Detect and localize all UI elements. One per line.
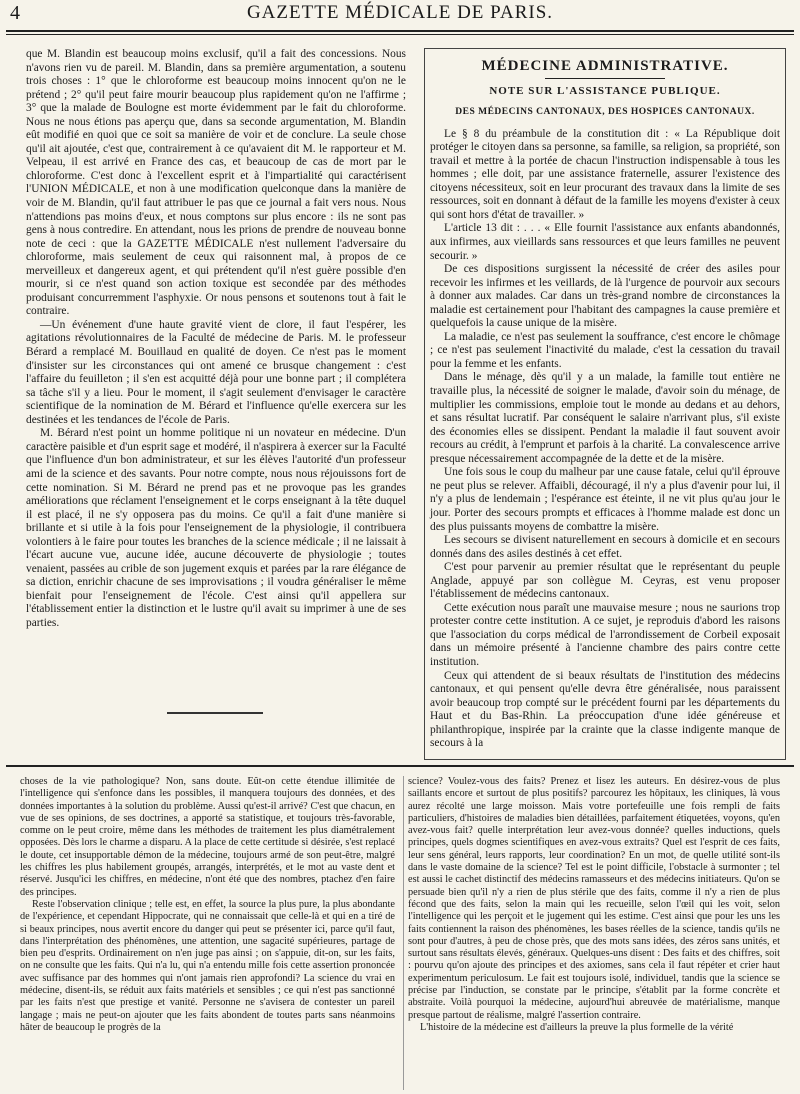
paragraph: Le § 8 du préambule de la constitution dit : « La République doit protéger le citoyen dans sa personne, sa famille, sa religion, sa propriété, son travail et mettre à la portée de chacun l'instruction indispensable à tous les hommes ; elle doit, par une assistance fraternelle, assurer l'existence des citoyens nécessiteux, soit en leur procurant des travaux dans la limite de ses ressources, soit en donnant à défaut de la famille les moyens d'exister à ceux qui sont hors d'état de travailler. »	[430, 127, 780, 221]
right-column	[430, 60, 780, 751]
header-rule	[6, 30, 794, 35]
paragraph: que M. Blandin est beaucoup moins exclusif, qu'il a fait des concessions. Nous n'avons rien vu de pareil. M. Blandin, dans sa première argumentation, a soutenu trois choses : 1° que le chloroforme est beaucoup moins innocent qu'on ne le prétend ; 2° qu'il peut faire mourir beaucoup plus rapidement qu'on ne l'affirme ; 3° que la malade de Boulogne est morte évidemment par le fait du chloroforme. Nous ne nous étions pas aperçu que, dans sa seconde argumentation, M. Blandin eût modifié en quoi que ce soit sa manière de voir et de conclure. La seule chose qu'il ait ajoutée, c'est que, contrairement à ce qu'avaient dit M. le rapporteur et M. Velpeau, il est arrivé en France des cas, et beaucoup de cas de mort par le chloroforme. C'est donc à l'excellent esprit et à l'impartialité qui caractérisent l'UNION MÉDICALE, et non à une modification quelconque dans la manière de voir de M. Blandin, qu'il faut attribuer le pas que ce journal a fait vers nous. Nous n'attendions pas moins d'eux, et nous comptons sur plus encore : ils ne sont pas gens à nous contredire. En attendant, nous les prions de prendre de nouveau bonne note de ceci : que la GAZETTE MÉDICALE n'est nullement l'adversaire du chloroforme, mais seulement de ceux qui raisonnent mal, à propos de ce merveilleux et dangereux agent, et qui prétendent qu'il n'est guère possible d'en mourir, si ce n'est quand son action toxique est secondée par des méthodes produisant concurremment l'asphyxie. Or nous pensons et soutenons tout à fait le contraire.	[26, 48, 406, 318]
feuilleton-rule	[6, 765, 794, 767]
paragraph: C'est pour parvenir au premier résultat que le représentant du peuple Anglade, appuyé par son collègue M. Ceyras, est venu proposer l'établissement de médecins cantonaux.	[430, 561, 780, 601]
paragraph: L'histoire de la médecine est d'ailleurs la preuve la plus formelle de la vérité	[420, 1021, 734, 1033]
paragraph: Une fois sous le coup du malheur par une cause fatale, celui qu'il éprouve ne peut plus se relever. Affaibli, découragé, il n'y a plus d'avenir pour lui, il n'y a plus de lendemain ; l'espérance est éteinte, il ne vit plus qu'au jour le jour. Porter des secours prompts et efficaces à l'homme malade est donc un des plus puissants moyens de combattre la misère.	[430, 466, 780, 533]
feuilleton-left-column	[20, 776, 395, 1034]
paragraph: L'article 13 dit : . . . « Elle fournit l'assistance aux enfants abandonnés, aux infirmes, aux vieillards sans ressources et que leurs familles ne peuvent secourir. »	[430, 222, 780, 262]
paragraph: Les secours se divisent naturellement en secours à domicile et en secours donnés dans des asiles destinés à cet effet.	[430, 534, 780, 560]
column-divider	[403, 776, 404, 1090]
paragraph: M. Bérard n'est point un homme politique ni un novateur en médecine. D'un caractère paisible et d'un esprit sage et modéré, il n'aspirera à exercer sur la Faculté que l'influence d'un bon administrateur, et sur les élèves l'autorité d'un professeur ami de la science et des savants. Pour notre compte, nous nous réjouissons fort de cette nomination. Si M. Bérard ne prend pas et ne provoque pas les grandes améliorations que réclament l'enseignement et le corps enseignant à la tête duquel il est placé, il ne s'y opposera pas du moins. Ce qu'il a fait d'une manière si brillante et si utile à la fois pour l'enseignement de la physiologie, il contribuera volontiers à le faire pour toutes les branches de la science médicale ; il ne laissait à l'écart aucune vue, aucune idée, aucune découverte de physiologie ; toutes venaient, passées au crible de son jugement exquis et parées par la rare élégance de sa diction, enrichir chacune de ses improvisations ; il voudra généraliser le même bienfait pour l'enseignement de l'école. C'est ainsi qu'il appellera sur l'établissement entier la distinction et le lustre qu'il avait su imprimer à une de ses parties.	[26, 427, 406, 629]
feuilleton-right-column	[408, 776, 780, 1034]
left-column	[26, 48, 406, 631]
section-heading: MÉDECINE ADMINISTRATIVE.	[481, 58, 729, 74]
heading-rule	[545, 78, 665, 79]
paragraph: Ceux qui attendent de si beaux résultats de l'institution des médecins cantonaux, et qui pensent qu'elle devra être généralisée, nous paraissent avoir beaucoup trop compté sur le précédent fourni par les départements du Haut et du Bas-Rhin. La préoccupation d'une idée généreuse et philanthropique, inspirée par la crainte que la classe indigente manque de secours à la	[430, 669, 780, 750]
paragraph: choses de la vie pathologique? Non, sans doute. Eût-on cette étendue illimitée de l'intelligence qui s'enfonce dans les possibles, il manquera toujours des données, et des données importantes à la solution du problème. Aussi qu'est-il arrivé? C'est que chacun, en vue de ses opinions, de ses doctrines, a apporté sa statistique, et toujours très-favorable, comme on le peut croire, même dans les méthodes de traitement les plus diamétralement opposées. Dès lors le charme a disparu. A la place de cette certitude si désirée, s'est replacé le doute, cet insupportable démon de la médecine, toujours armé de son peut-être, malgré les chiffres les plus habilement groupés, arrangés, interprétés, et le mot au vaste dent et réservé. Jusqu'ici les chiffres, en médecine, n'ont été que des nombres, ptachez d'en faire des principes.	[20, 776, 395, 898]
paragraph: La maladie, ce n'est pas seulement la souffrance, c'est encore le chômage ; ce n'est pas seulement l'inactivité du malade, c'est la cessation du travail pour la femme et les enfants.	[430, 330, 780, 370]
article-subtitle: DES MÉDECINS CANTONAUX, DES HOSPICES CANTONAUX.	[455, 107, 755, 118]
paragraph: De ces dispositions surgissent la nécessité de créer des asiles pour recevoir les infirmes et les veillards, de là l'urgence de pourvoir aux secours à donner aux malades. Car dans un très-grand nombre de circonstances la maladie est certainement pour l'habitant des campagnes la cause première et quelquefois la cause unique de la misère.	[430, 263, 780, 330]
paragraph: Cette exécution nous paraît une mauvaise mesure ; nous ne saurions trop protester contre cette institution. A ce sujet, je reproduis d'abord les raisons que l'association du corps médical de l'arrondissement de Corbeil exposait dans un mémoire présenté à l'ancienne chambre des pairs contre cette institution.	[430, 601, 780, 668]
section-separator	[167, 712, 263, 714]
paragraph: Reste l'observation clinique ; telle est, en effet, la source la plus pure, la plus abondante de l'expérience, et cependant Hippocrate, qui ne connaissait que celle-là et qui en a tiré de si beaux principes, nous avertit encore du danger qui peut se présenter ici, parce qu'il faut, dans l'interprétation des phénomènes, une attention, une sagacité supérieures, partage de bien peu d'esprits. Ordinairement on n'en juge pas ainsi ; on s'appuie, dit-on, sur les faits, on ne consulte que les faits. Qui n'a lu, qui n'a entendu mille fois cette assertion prononcée avec suffisance par des hommes qui n'ont jamais rien approfondi? La science du vrai en médecine, disent-ils, se réduit aux faits matériels et sensibles ; ce qui n'est pas sanctionné par les faits n'est que prestige et vanité. Personne ne s'avisera de contester un pareil langage ; mais ne peut-on ajouter que les faits abondent de toutes parts sans néanmoins hâter de beaucoup le progrès de la	[20, 898, 395, 1033]
page-number: 4	[10, 2, 20, 24]
paragraph: —Un événement d'une haute gravité vient de clore, il faut l'espérer, les agitations révolutionnaires de la Faculté de médecine de Paris. M. le professeur Bérard a remplacé M. Bouillaud en qualité de doyen. Ce n'est pas le moment d'insister sur les circonstances qui ont amené ce brusque changement : c'est l'affaire du feuilleton ; il s'en est acquitté déjà pour une bonne part ; il complétera sa tâche s'il y a lieu. Pour le moment, il s'agit seulement d'envisager le caractère scientifique de la nomination de M. Bérard et l'influence qu'elle exercera sur les destinées et les tendances de l'école de Paris.	[26, 318, 406, 426]
article-title: NOTE SUR L'ASSISTANCE PUBLIQUE.	[489, 84, 721, 97]
paragraph: science? Voulez-vous des faits? Prenez et lisez les auteurs. En désirez-vous de plus saillants encore et surtout de plus positifs? parcourez les hôpitaux, les cliniques, là vous aurez récolté une large moisson. Mais votre portefeuille une fois rempli de faits particuliers, d'histoires de maladies bien détaillées, parfaitement étiquetées, voyons, qu'en avez-vous fait? quelle interprétation leur avez-vous donnée? quelles inductions, quels principes, quels dogmes scientifiques en avez-vous extraits? Quel est l'esprit de ces faits, leur sens général, leurs rapports, leur coordination? En un mot, de quelle utilité sont-ils dans le vaste domaine de la science? Tel est le point difficile, l'obstacle à surmonter ; tel est aussi le cachet distinctif des médecins ramasseurs et des médecins initiateurs. Qu'on se persuade bien qu'il n'y a rien de plus stérile que des faits, comme il n'y a rien de plus fécond que des faits, selon la main qui les recueille, selon l'œil qui les voit, selon l'intelligence qui les perçoit et le jugement qui les estime. C'est ainsi que pour les uns les faits contiennent la raison des phénomènes, les bases réelles de la science, tandis qu'ils ne sont pour d'autres, à peu de chose près, que des mots sans idées, des zéros sans unités, et surtout sans résultats élevés, généraux. Quelques-uns disent : Des faits et des chiffres, soit : pourvu qu'on ajoute des principes et des axiomes, sans cela il faut répéter et crier haut experimentum periculosum. Le fait est toujours isolé, individuel, tandis que la science se précise par l'induction, se constate par le principe, s'établit par la forme concrète et abstraite. Voilà pourquoi la médecine, aujourd'hui abreuvée de matérialisme, manque presque partout de réalisme, malgré l'assertion contraire.	[408, 776, 780, 1021]
paragraph: Dans le ménage, dès qu'il y a un malade, la famille tout entière ne travaille plus, la nécessité de soigner le malade, d'avoir soin du ménage, de multiplier les commissions, emploie tout le monde au dedans et au dehors, et sans résultat lucratif. Par conséquent le salaire n'arrivant plus, s'il existe des économies elles se dissipent. Pendant la maladie il faut souvent avoir recours au crédit, à l'emprunt et parfois à la charité. La convalescence arrive presque nécessairement accompagnée de la dette et de la misère.	[430, 371, 780, 465]
journal-title: GAZETTE MÉDICALE DE PARIS.	[246, 2, 554, 23]
